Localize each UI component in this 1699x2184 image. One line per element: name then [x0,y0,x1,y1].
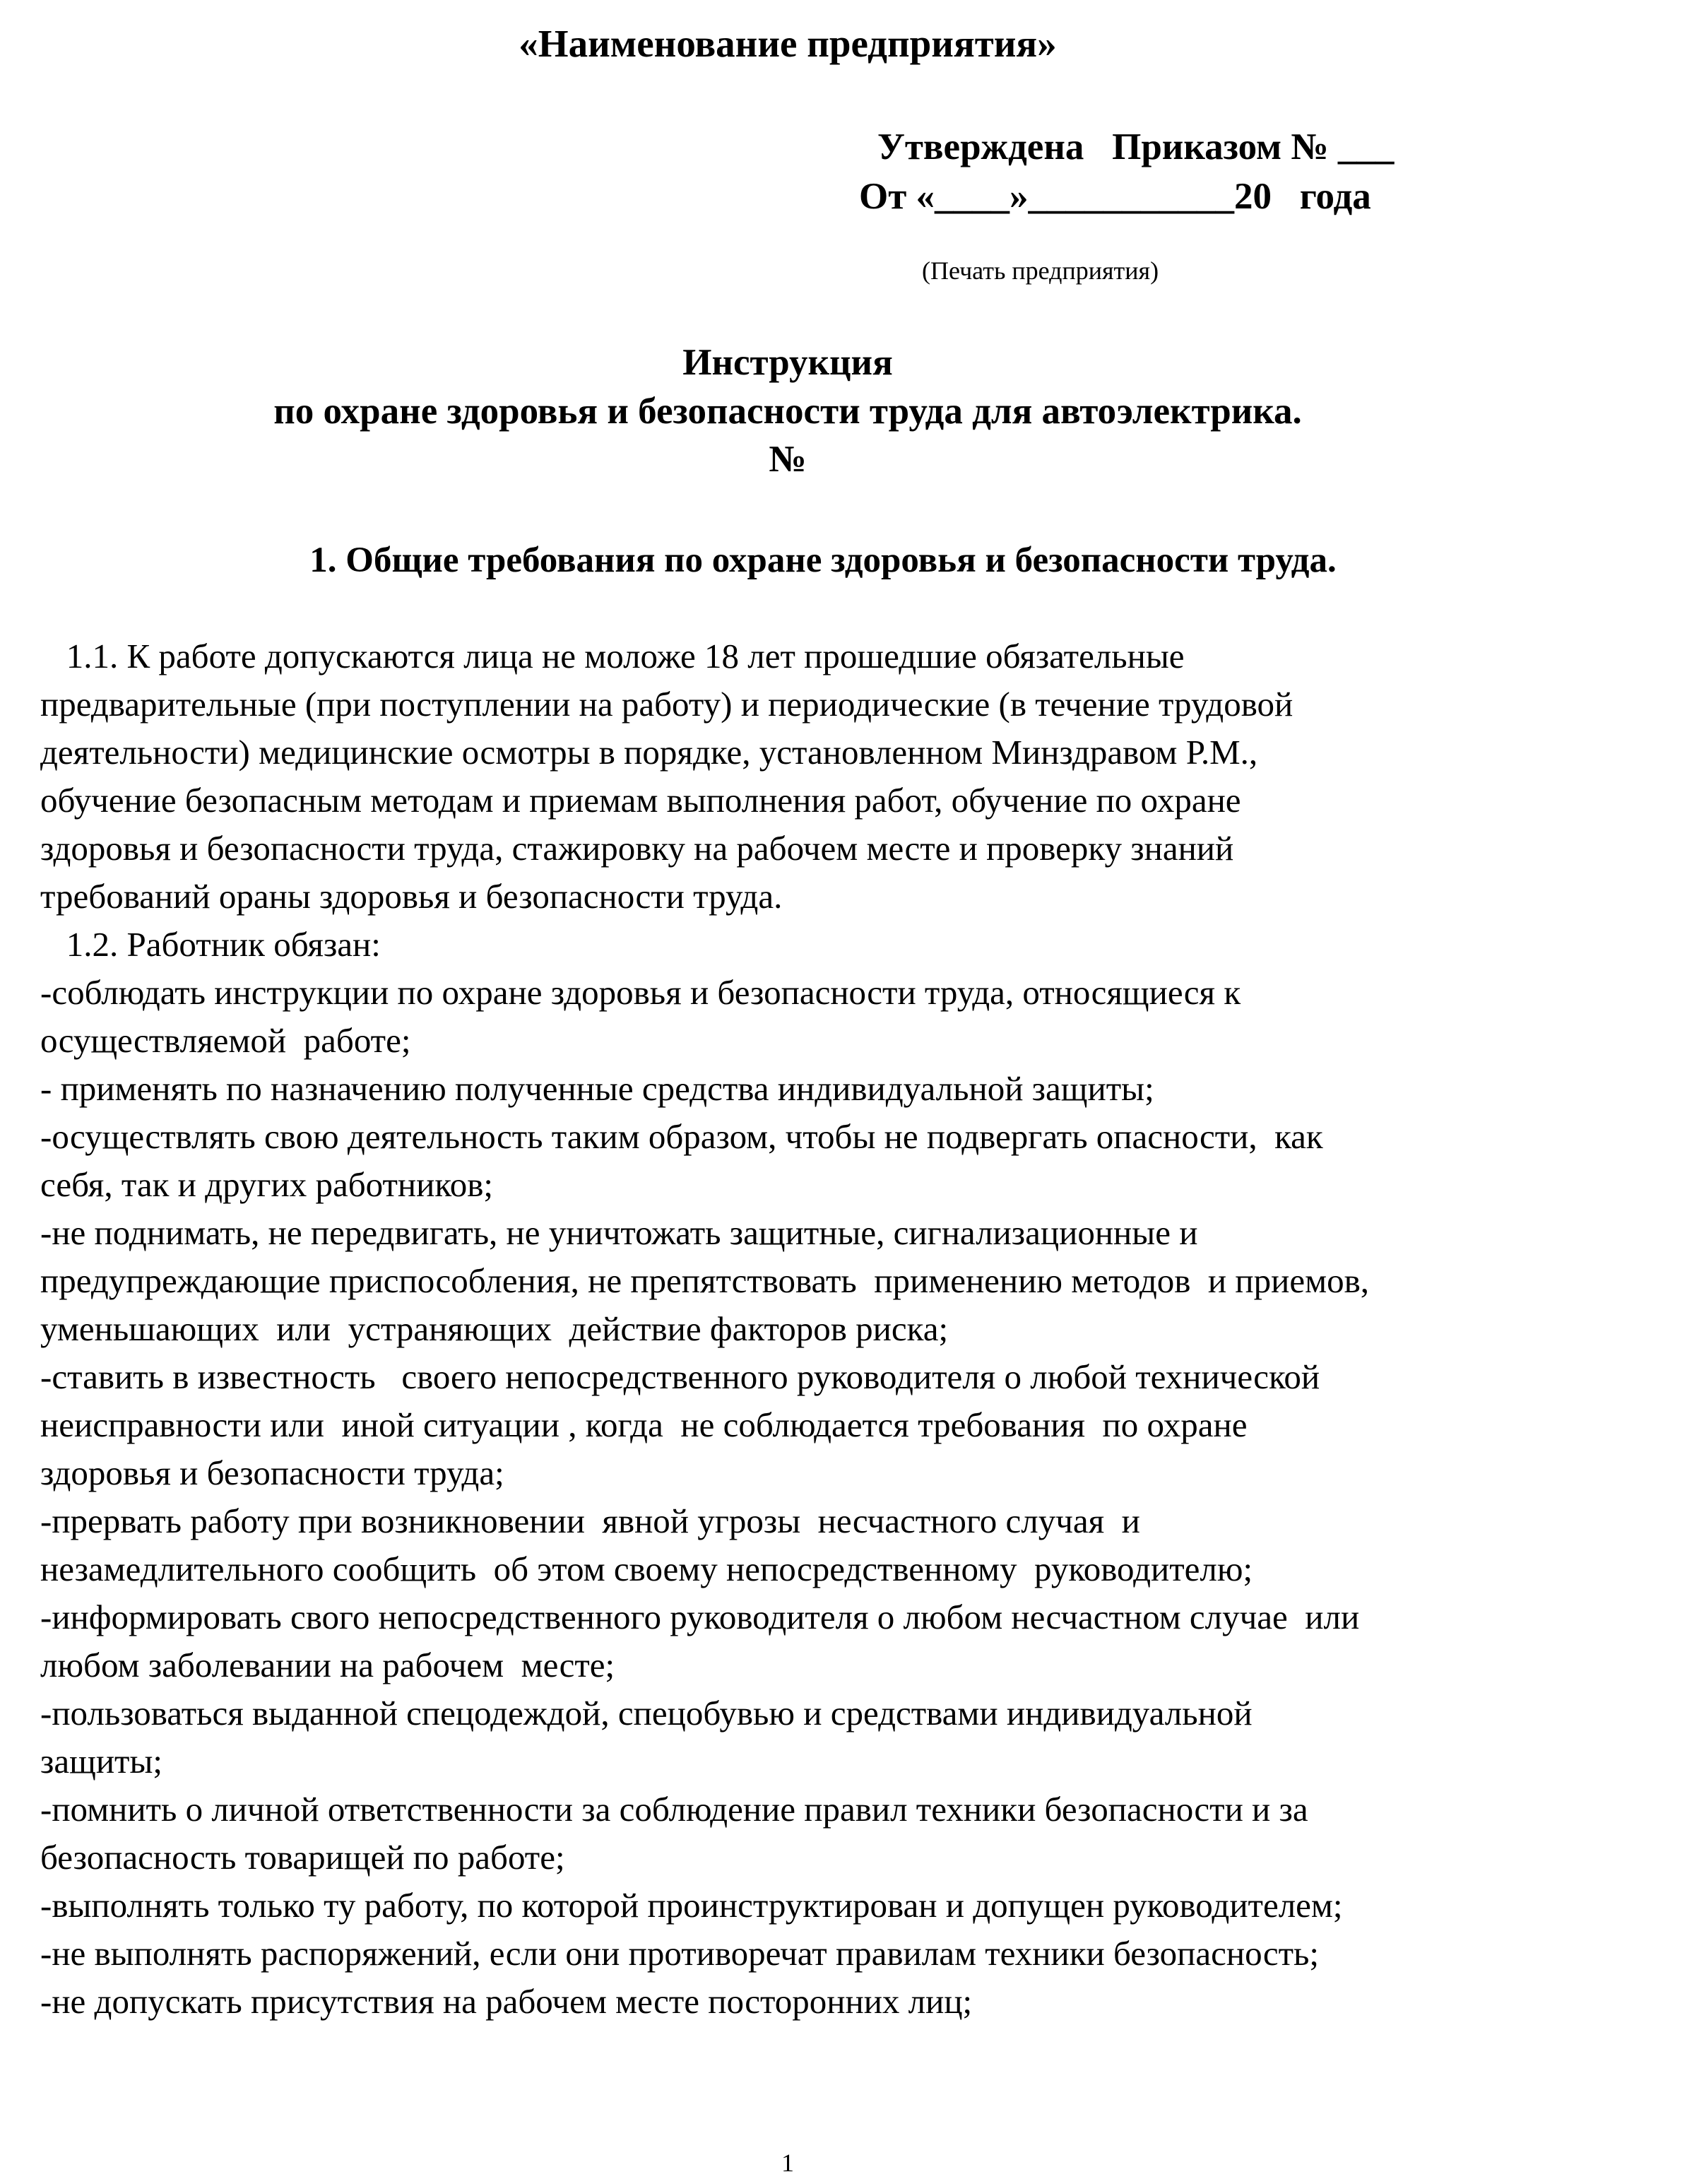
body-line: уменьшающих или устраняющих действие факторов риска; [40,1309,949,1348]
body-line: - применять по назначению полученные средства индивидуальной защиты; [40,1069,1154,1108]
document-number: № [769,439,807,480]
body-line: защиты; [40,1742,163,1781]
body-line: предварительные (при поступлении на работу) и периодические (в течение трудовой [40,685,1294,724]
body-line: 1.2. Работник обязан: [40,925,381,964]
body-line: предупреждающие приспособления, не препятствовать применению методов и приемов, [40,1261,1369,1300]
body-line: -прервать работу при возникновении явной угрозы несчастного случая и [40,1501,1140,1540]
body-line: здоровья и безопасности труда; [40,1453,504,1492]
body-line: -не выполнять распоряжений, если они противоречат правилам техники безопасность; [40,1934,1319,1973]
body-line: -ставить в известность своего непосредственного руководителя о любой технической [40,1357,1320,1396]
body-line: любом заболевании на рабочем месте; [40,1646,615,1684]
page-number: 1 [781,2149,794,2177]
document-subtitle: по охране здоровья и безопасности труда для автоэлектрика. [273,391,1302,432]
body-line: осуществляемой работе; [40,1021,411,1060]
body-line: деятельности) медицинские осмотры в порядке, установленном Минздравом Р.М., [40,733,1258,772]
body-line: -не поднимать, не передвигать, не уничтожать защитные, сигнализационные и [40,1213,1198,1252]
body-line: -осуществлять свою деятельность таким образом, чтобы не подвергать опасности, как [40,1117,1323,1156]
body-line: -выполнять только ту работу, по которой проинструктирован и допущен руководителем; [40,1886,1343,1925]
body-line: безопасность товарищей по работе; [40,1838,565,1877]
document-title: Инструкция [682,342,893,383]
body-line: незамедлительного сообщить об этом своему непосредственному руководителю; [40,1550,1253,1588]
body-line: -пользоваться выданной спецодеждой, спецобувью и средствами индивидуальной [40,1694,1253,1733]
section-body [40,632,1665,2026]
body-line: здоровья и безопасности труда, стажировку на рабочем месте и проверку знаний [40,829,1234,868]
body-line: себя, так и других работников; [40,1165,493,1204]
approval-line-date: От «____»___________20 года [859,176,1371,217]
body-line: 1.1. К работе допускаются лица не моложе 18 лет прошедшие обязательные [40,637,1185,675]
body-line: требований ораны здоровья и безопасности труда. [40,877,783,916]
section-heading: 1. Общие требования по охране здоровья и безопасности труда. [309,541,1337,580]
body-line: неисправности или иной ситуации , когда не соблюдается требования по охране [40,1405,1248,1444]
body-line: -помнить о личной ответственности за соблюдение правил техники безопасности и за [40,1790,1308,1829]
body-line: обучение безопасным методам и приемам выполнения работ, обучение по охране [40,781,1241,820]
body-line: -соблюдать инструкции по охране здоровья и безопасности труда, относящиеся к [40,973,1241,1012]
company-stamp-caption: (Печать предприятия) [922,256,1159,285]
company-name: «Наименование предприятия» [519,22,1057,65]
body-line: -информировать свого непосредственного руководителя о любом несчастном случае или [40,1598,1360,1636]
body-line: -не допускать присутствия на рабочем месте посторонних лиц; [40,1982,973,2021]
approval-line-order: Утверждена Приказом № ___ [877,126,1395,167]
